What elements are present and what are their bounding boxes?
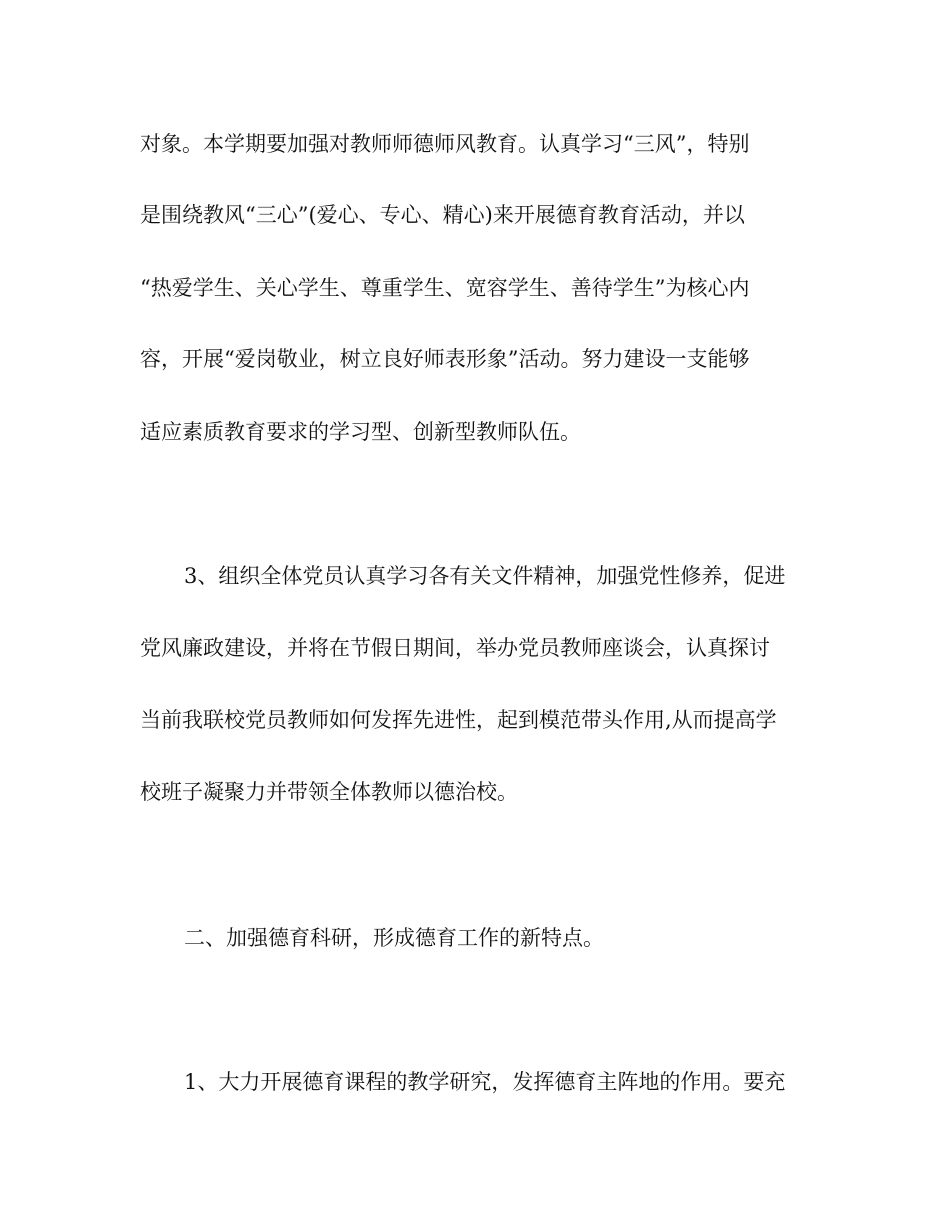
text-line: 校班子凝聚力并带领全体教师以德治校。 — [140, 780, 518, 804]
text-line: 适应素质教育要求的学习型、创新型教师队伍。 — [140, 420, 581, 444]
section-heading: 二、加强德育科研，形成德育工作的新特点。 — [184, 926, 604, 950]
text-line: “热爱学生、关心学生、尊重学生、宽容学生、善待学生”为核心内 — [140, 276, 750, 300]
text-line: 当前我联校党员教师如何发挥先进性，起到模范带头作用,从而提高学 — [140, 708, 777, 732]
text-line: 对象。本学期要加强对教师师德师风教育。认真学习“三风”，特别 — [140, 132, 750, 156]
text-line: 1、大力开展德育课程的教学研究，发挥德育主阵地的作用。要充 — [184, 1070, 786, 1094]
text-line: 容，开展“爱岗敬业，树立良好师表形象”活动。努力建设一支能够 — [140, 347, 750, 371]
text-line: 党风廉政建设，并将在节假日期间，举办党员教师座谈会，认真探讨 — [140, 636, 770, 660]
text-line: 3、组织全体党员认真学习各有关文件精神，加强党性修养，促进 — [184, 564, 786, 588]
text-line: 是围绕教风“三心”(爱心、专心、精心)来开展德育教育活动，并以 — [140, 203, 745, 227]
